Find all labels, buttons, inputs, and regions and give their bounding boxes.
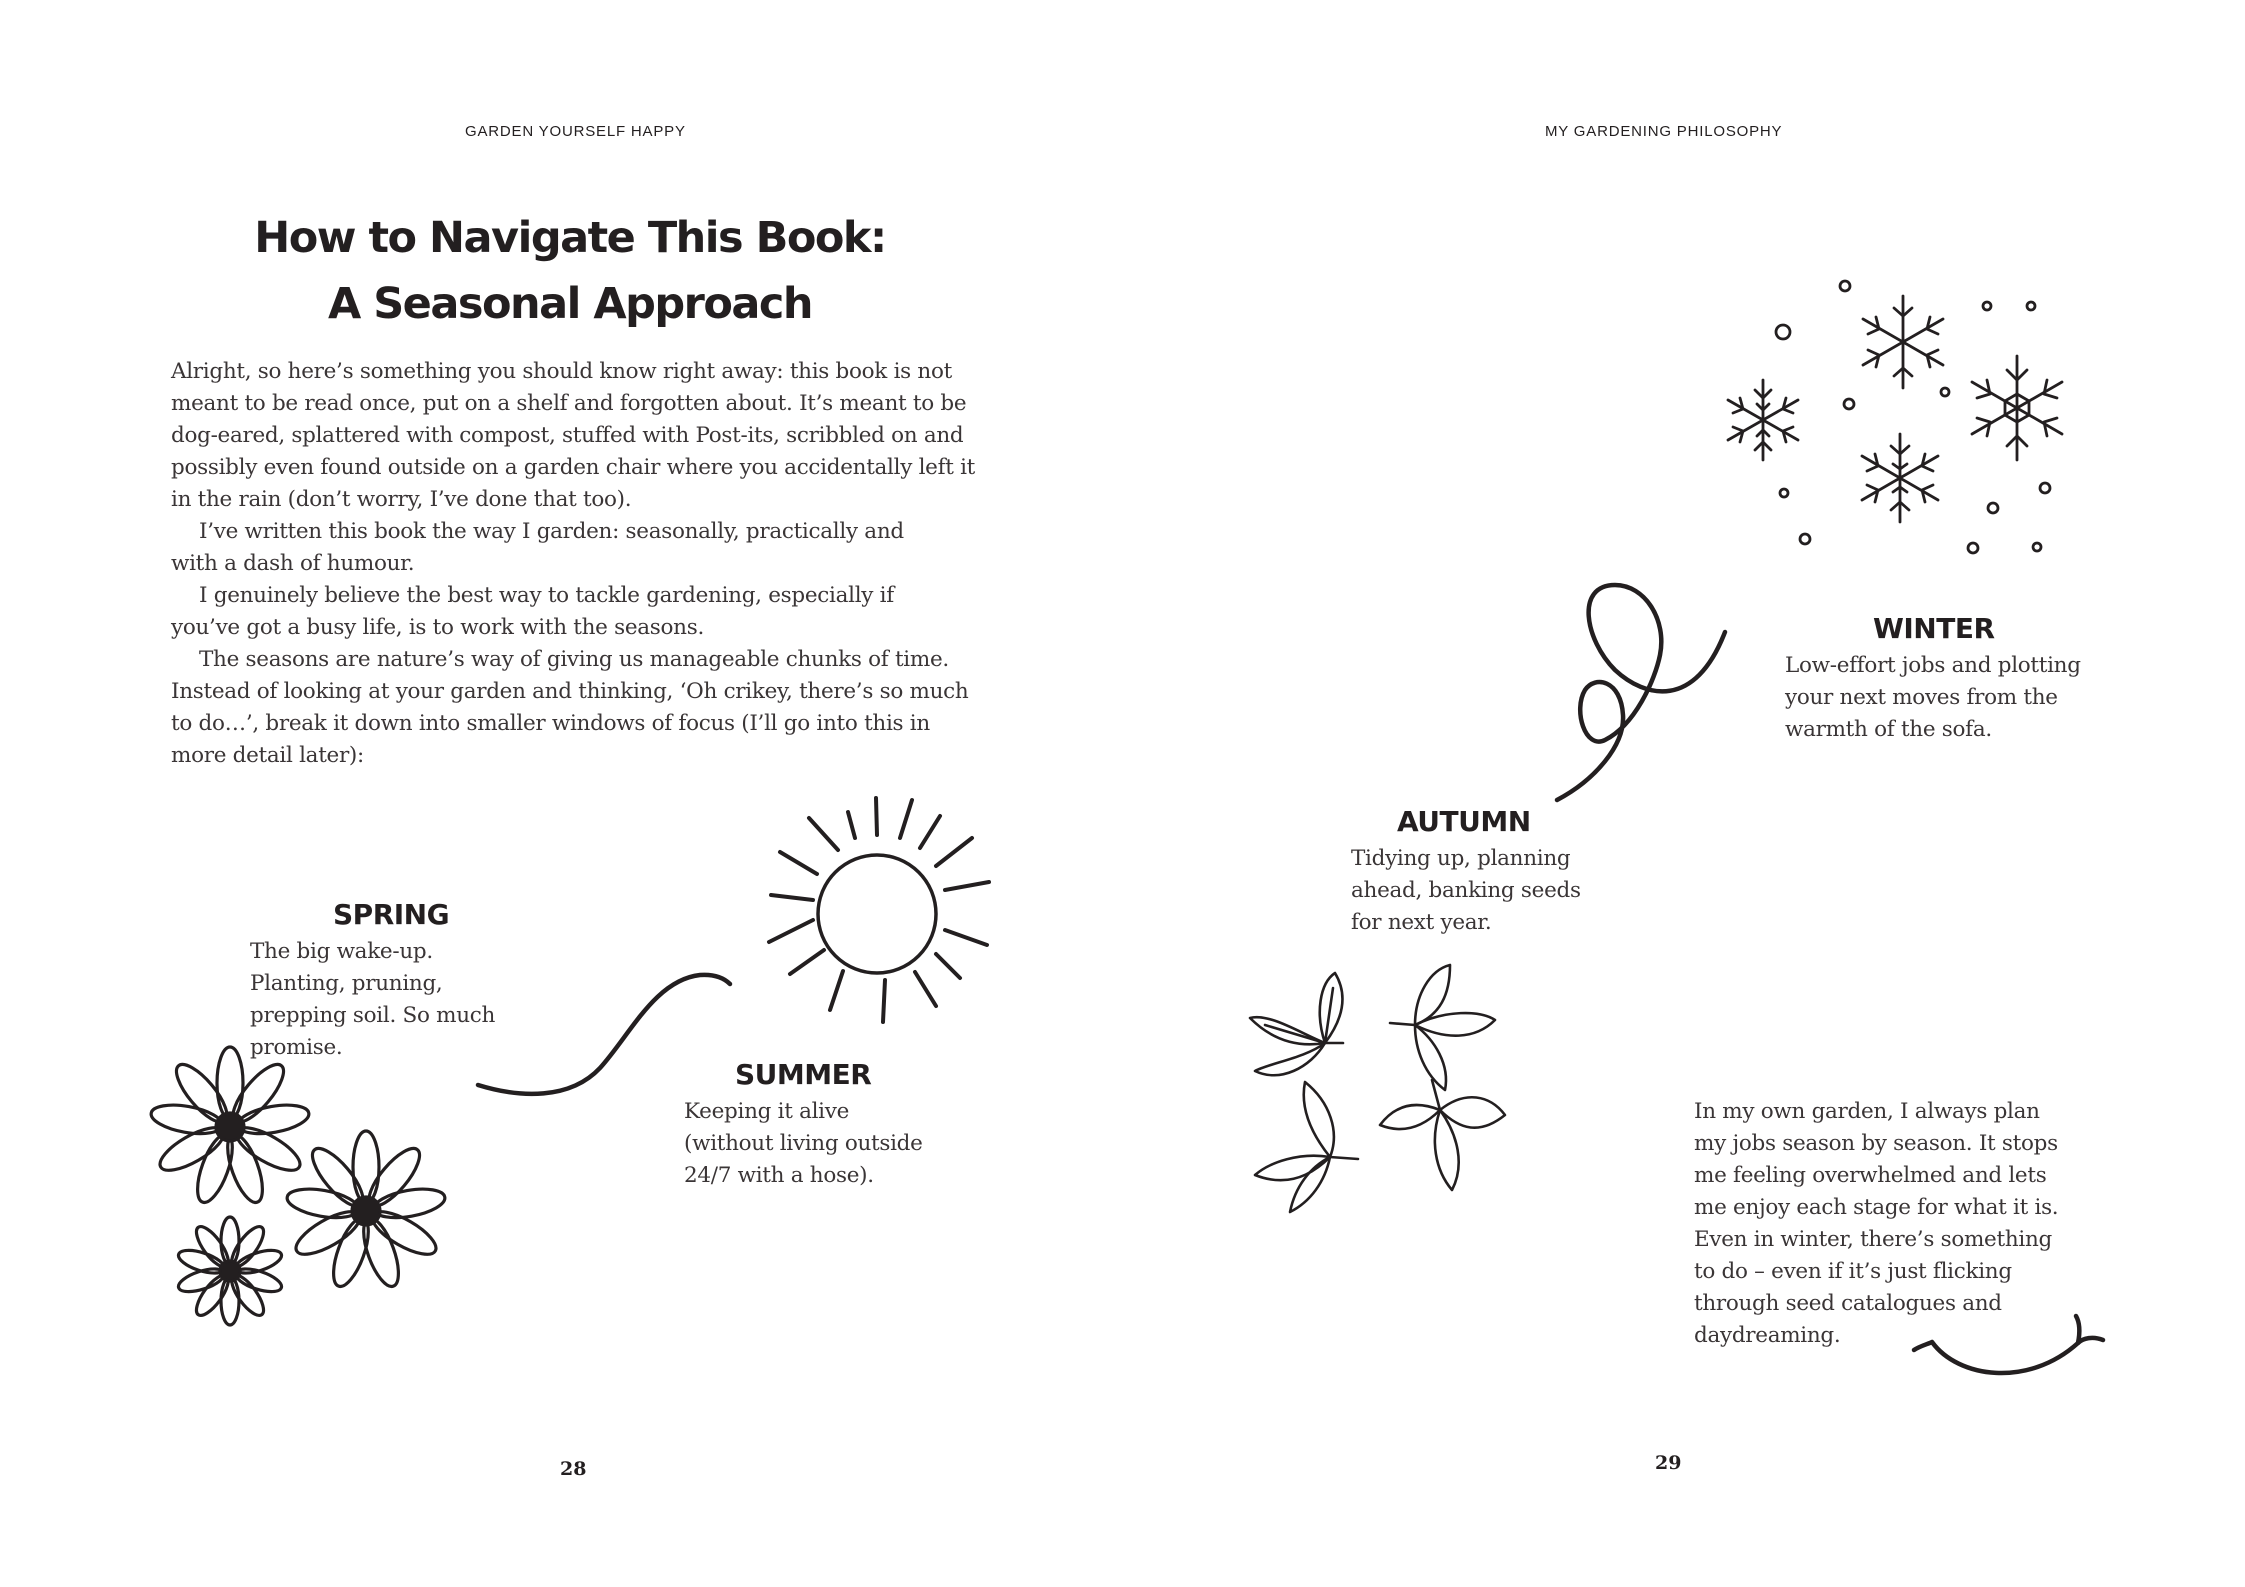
autumn-heading: AUTUMN [1397, 805, 1531, 838]
daisy-flowers-icon [148, 1035, 458, 1335]
running-head-left: GARDEN YOURSELF HAPPY [465, 123, 686, 140]
closing-paragraph: In my own garden, I always plan my jobs season by season. It stops me feeling overwhelmed and lets me enjoy each stage for what it is. Even in winter, there’s something to do – even if it’s just flicking through seed catalogues and daydreaming. [1694, 1099, 2059, 1348]
smile-icon [1908, 1308, 2108, 1388]
winter-heading: WINTER [1873, 612, 1995, 645]
loopy-line-icon [1555, 580, 1735, 805]
spring-heading: SPRING [333, 898, 450, 931]
snowflakes-icon [1715, 270, 2085, 570]
intro-body [171, 356, 981, 772]
page-number-left: 28 [560, 1458, 587, 1480]
autumn-description: Tidying up, planning ahead, banking seeds for next year. [1351, 846, 1581, 935]
leaves-icon [1240, 965, 1520, 1215]
spring-description: The big wake-up. Planting, pruning, prepping soil. So much promise. [250, 939, 496, 1060]
paragraph-4: The seasons are nature’s way of giving us manageable chunks of time. Instead of looking at your garden and thinking, ‘Oh crikey, there’s so much to do…’, break it down into smaller windows of focus (I’ll go into this in more detail later): [171, 647, 969, 768]
sun-icon [755, 790, 1005, 1040]
summer-heading: SUMMER [735, 1058, 872, 1091]
title-line-1: How to Navigate This Book: [254, 213, 886, 263]
paragraph-1: Alright, so here’s something you should know right away: this book is not meant to be read once, put on a shelf and forgotten about. It’s meant to be dog-eared, splattered with compost, stuffed with Post-its, scribbled on and possibly even found outside on a garden chair where you accidentally left it in the rain (don’t worry, I’ve done that too). [171, 359, 976, 512]
page-number-right: 29 [1655, 1452, 1682, 1474]
chapter-title [190, 205, 950, 337]
winter-description: Low-effort jobs and plotting your next moves from the warmth of the sofa. [1785, 653, 2081, 742]
paragraph-2: I’ve written this book the way I garden: seasonally, practically and with a dash of humour. [171, 519, 904, 576]
summer-description: Keeping it alive (without living outside 24/7 with a hose). [684, 1099, 923, 1188]
title-line-2: A Seasonal Approach [327, 279, 813, 329]
running-head-right: MY GARDENING PHILOSOPHY [1545, 123, 1783, 140]
paragraph-3: I genuinely believe the best way to tackle gardening, especially if you’ve got a busy life, is to work with the seasons. [171, 583, 894, 640]
